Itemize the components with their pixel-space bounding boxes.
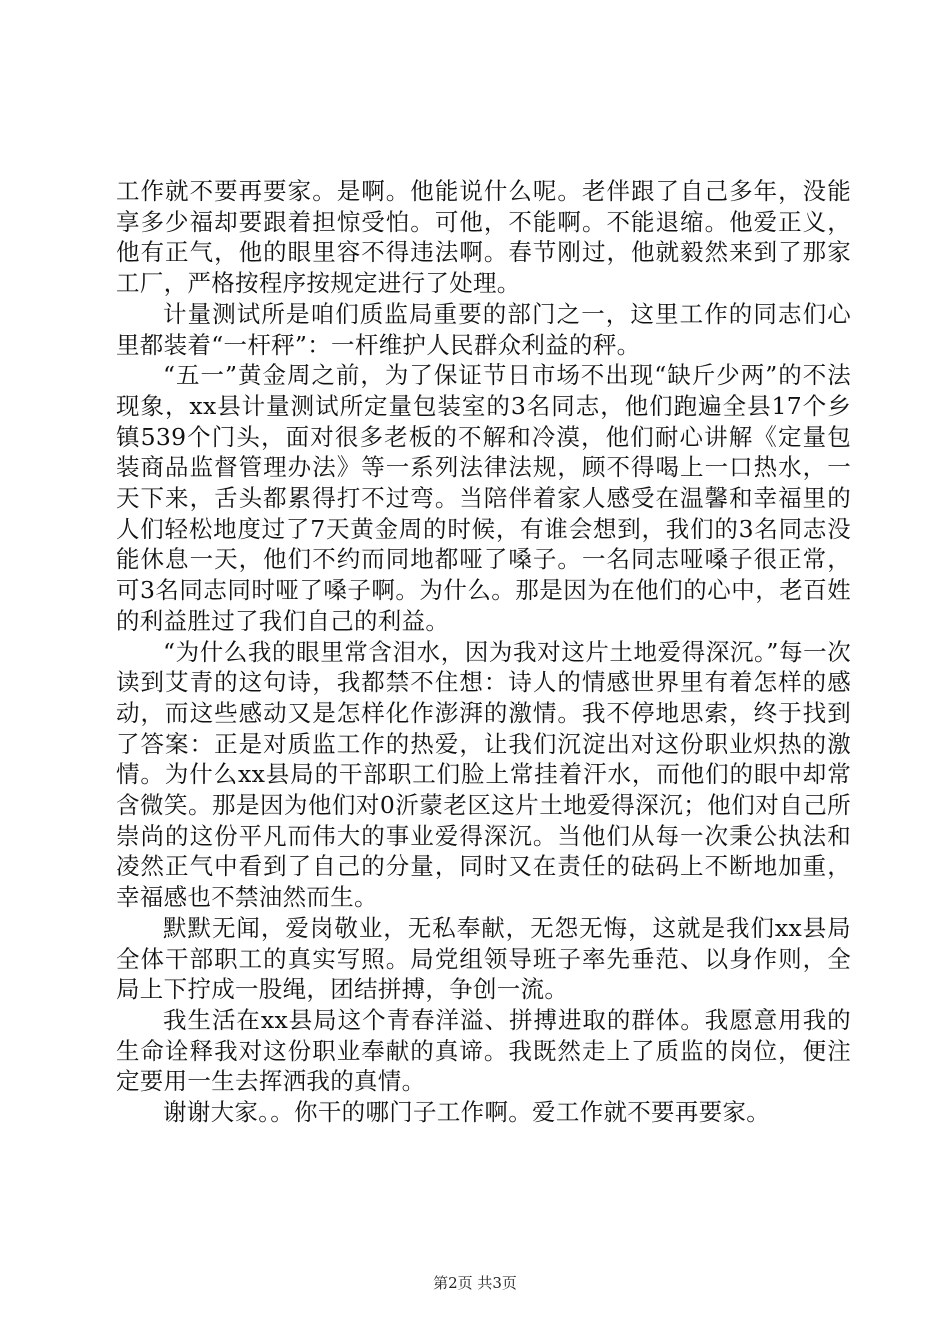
paragraph-may-day: “五一”黄金周之前，为了保证节日市场不出现“缺斤少两”的不法现象，xx县计量测试所定量包装室的3名同志，他们跑遍全县17个乡镇539个门头，面对很多老板的不解和冷漠，他们耐心讲解《定量包装商品监督管理办法》等一系列法律法规，顾不得喝上一口热水，一天下来，舌头都累得打不过弯。当陪伴着家人感受在温馨和幸福里的人们轻松地度过了7天黄金周的时候，有谁会想到，我们的3名同志没能休息一天，他们不约而同地都哑了嗓子。一名同志哑嗓子很正常，可3名同志同时哑了嗓子啊。为什么。那是因为在他们的心中，老百姓的利益胜过了我们自己的利益。 bbox=[116, 361, 851, 635]
paragraph-personal: 我生活在xx县局这个青春洋溢、拼搏进取的群体。我愿意用我的生命诠释我对这份职业奉献的真谛。我既然走上了质监的岗位，便注定要用一生去挥洒我的真情。 bbox=[116, 1005, 851, 1096]
document-body bbox=[116, 176, 851, 1128]
paragraph-closing: 谢谢大家。。你干的哪门子工作啊。爱工作就不要再要家。 bbox=[163, 1098, 771, 1127]
paragraph-poem: “为什么我的眼里常含泪水，因为我对这片土地爱得深沉。”每一次读到艾青的这句诗，我都禁不住想：诗人的情感世界里有着怎样的感动，而这些感动又是怎样化作澎湃的激情。我不停地思索，终于找到了答案：正是对质监工作的热爱，让我们沉淀出对这份职业炽热的激情。为什么xx县局的干部职工们脸上常挂着汗水，而他们的眼中却常含微笑。那是因为他们对0沂蒙老区这片土地爱得深沉；他们对自己所崇尚的这份平凡而伟大的事业爱得深沉。当他们从每一次秉公执法和凌然正气中看到了自己的分量，同时又在责任的砝码上不断地加重，幸福感也不禁油然而生。 bbox=[116, 637, 851, 912]
paragraph-dedication: 默默无闻，爱岗敬业，无私奉献，无怨无悔，这就是我们xx县局全体干部职工的真实写照。局党组领导班子率先垂范、以身作则，全局上下拧成一股绳，团结拼搏，争创一流。 bbox=[116, 913, 851, 1004]
page-footer: 第2页 共3页 bbox=[433, 1274, 517, 1292]
paragraph-continuation: 工作就不要再要家。是啊。他能说什么呢。老伴跟了自己多年，没能享多少福却要跟着担惊受怕。可他，不能啊。不能退缩。他爱正义，他有正气，他的眼里容不得违法啊。春节刚过，他就毅然来到了那家工厂，严格按程序按规定进行了处理。 bbox=[116, 177, 851, 298]
paragraph-measurement-institute: 计量测试所是咱们质监局重要的部门之一，这里工作的同志们心里都装着“一杆秤”：一杆维护人民群众利益的秤。 bbox=[116, 299, 851, 359]
